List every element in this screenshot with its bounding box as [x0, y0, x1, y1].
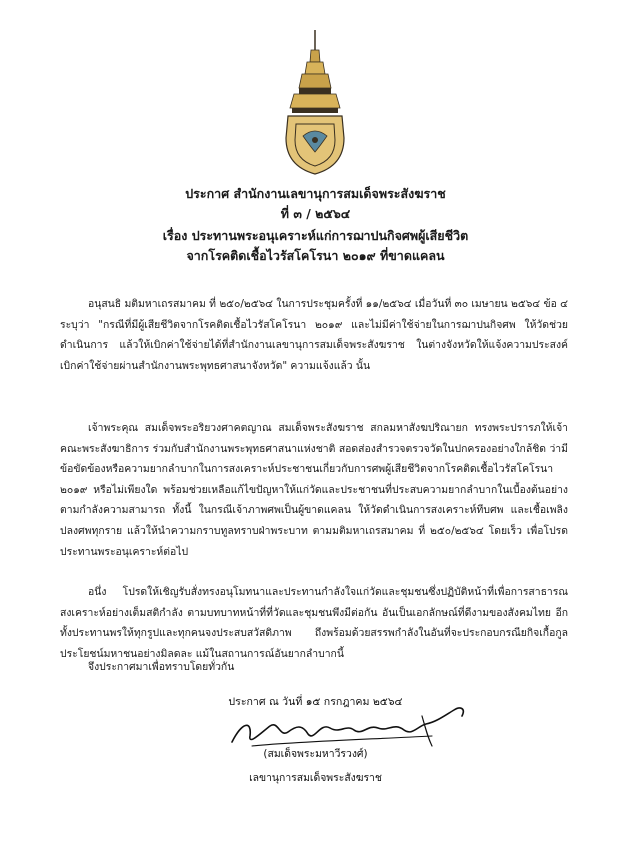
announcement-title: ประกาศ สำนักงานเลขานุการสมเด็จพระสังฆราช [185, 186, 446, 201]
body-paragraph-3: อนึ่ง โปรดให้เชิญรับสั่งทรงอนุโมทนาและประทานกำลังใจแก่วัดและชุมชนซึ่งปฏิบัติหน้าที่เพื่อการสาธารณสงเคราะห์อย่างเต็มสติกำลัง ตามบทบาทหน้าที่ที่วัดและชุมชนพึงมีต่อกัน อันเป็นเอกลักษณ์ที่ดีงามของสังคมไทย อีกทั้งประทานพรให้ทุกรูปและทุกคนจงประสบสวัสดิภาพ ถึงพร้อมด้วยสรรพกำลังในอันที่จะประกอบกรณียกิจเกื้อกูลประโยชน์มหาชนอย่างมิลดละ แม้ในสถานการณ์อันยากลำบากนี้ [60, 586, 568, 660]
body-paragraph-2: เจ้าพระคุณ สมเด็จพระอริยวงศาคตญาณ สมเด็จพระสังฆราช สกลมหาสังฆปริณายก ทรงพระปรารภให้เจ้าคณะพระสังฆาธิการ ร่วมกับสำนักงานพระพุทธศาสนาแห่งชาติ สอดส่องสำรวจตรวจวัดในปกครองอย่างใกล้ชิด ว่ามีข้อขัดข้องหรือความยากลำบากในการสงเคราะห์ประชาชนเกี่ยวกับการศพผู้เสียชีวิตจากโรคติดเชื้อไวรัสโคโรนา ๒๐๑๙ หรือไม่เพียงใด พร้อมช่วยเหลือแก้ไขปัญหาให้แก่วัดและประชาชนที่ประสบความยากลำบากในเบื้องต้นอย่างตามกำลังความสามารถ ทั้งนี้ ในกรณีเจ้าภาพศพเป็นผู้ขาดแคลน ให้วัดดำเนินการสงเคราะห์ทีบศพ และเชื้อเพลิงปลงศพทุกราย แล้วให้นำความกราบทูลทราบฝ่าพระบาท ตามมติมหาเถรสมาคม ที่ ๒๕๐/๒๕๖๔ โดยเร็ว เพื่อโปรดประทานพระอนุเคราะห์ต่อไป [60, 422, 568, 558]
announcement-number: ที่ ๓ / ๒๕๖๔ [280, 206, 351, 221]
announcement-date: ประกาศ ณ วันที่ ๑๕ กรกฎาคม ๒๕๖๔ [228, 696, 403, 708]
royal-emblem-icon [270, 28, 360, 178]
signer-title: เลขานุการสมเด็จพระสังฆราช [249, 772, 382, 784]
body-paragraph-4: จึงประกาศมาเพื่อทราบโดยทั่วกัน [88, 661, 235, 673]
signer-name: (สมเด็จพระมหาวีรวงศ์) [263, 748, 368, 760]
subject-line-2: จากโรคติดเชื้อไวรัสโคโรนา ๒๐๑๙ ที่ขาดแคลน [186, 248, 445, 263]
subject-line-1: เรื่อง ประทานพระอนุเคราะห์แก่การฌาปนกิจศพผู้เสียชีวิต [162, 228, 469, 243]
body-paragraph-1: อนุสนธิ มติมหาเถรสมาคม ที่ ๒๕๐/๒๕๖๔ ในการประชุมครั้งที่ ๑๑/๒๕๖๔ เมื่อวันที่ ๓๐ เมษายน ๒๕๖๔ ข้อ ๔ ระบุว่า "กรณีที่มีผู้เสียชีวิตจากโรคติดเชื้อไวรัสโคโรนา ๒๐๑๙ และไม่มีค่าใช้จ่ายในการฌาปนกิจศพ ให้วัดช่วยดำเนินการ แล้วให้เบิกค่าใช้จ่ายได้ที่สำนักงานเลขานุการสมเด็จพระสังฆราช ในต่างจังหวัดให้แจ้งความประสงค์เบิกค่าใช้จ่ายผ่านสำนักงานพระพุทธศาสนาจังหวัด" ความแจ้งแล้ว นั้น [60, 298, 568, 372]
